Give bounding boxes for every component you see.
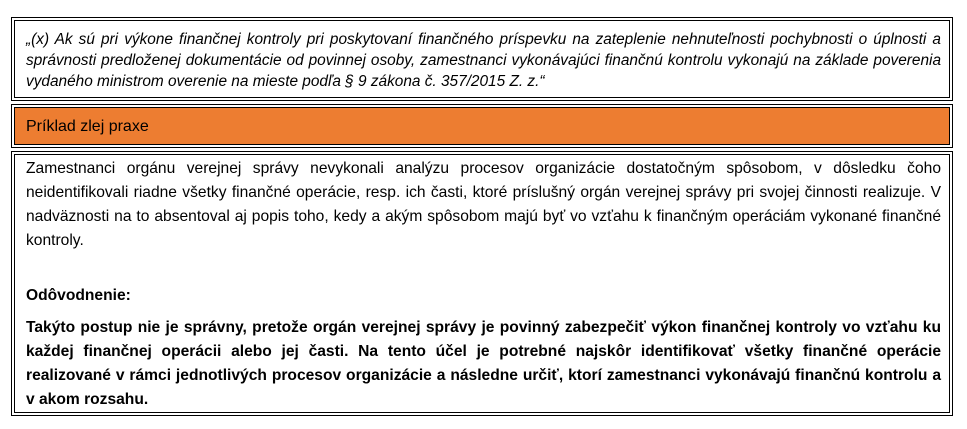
bad-practice-header [11, 104, 953, 148]
bad-practice-body-inner [14, 154, 950, 413]
quote-box [11, 17, 953, 101]
bad-practice-body [11, 151, 953, 416]
legal-quote-text: „(x) Ak sú pri výkone finančnej kontroly pri poskytovaní finančného príspevku na zateplenie nehnuteľnosti pochybnosti o úplnosti a správnosti predloženej dokumentácie od povinnej osoby, zamestnanci vykonávajúci finančnú kontrolu vykonajú na základe poverenia vydaného ministrom overenie na mieste podľa § 9 zákona č. 357/2015 Z. z.“ [26, 31, 941, 90]
quote-inner-border [14, 20, 950, 98]
bad-practice-title: Príklad zlej praxe [26, 118, 149, 135]
reasoning-text: Takýto postup nie je správny, pretože orgán verejnej správy je povinný zabezpečiť výkon finančnej kontroly vo vzťahu ku každej finančnej operácii alebo jej časti. Na tento účel je potrebné najskôr identifikovať všetky finančné operácie realizované v rámci jednotlivých procesov organizácie a následne určiť, ktorí zamestnanci vykonávajú finančnú kontrolu a v akom rozsahu. [26, 319, 941, 408]
reasoning-title: Odôvodnenie: [26, 287, 131, 304]
bad-practice-header-fill [14, 107, 950, 145]
example-text: Zamestnanci orgánu verejnej správy nevykonali analýzu procesov organizácie dostatočným spôsobom, v dôsledku čoho neidentifikovali riadne všetky finančné operácie, resp. ich časti, ktoré príslušný orgán verejnej správy pri svojej činnosti realizuje. V nadväznosti na to absentoval aj popis toho, kedy a akým spôsobom majú byť vo vzťahu k finančným operáciám vykonané finančné kontroly. [26, 160, 941, 249]
